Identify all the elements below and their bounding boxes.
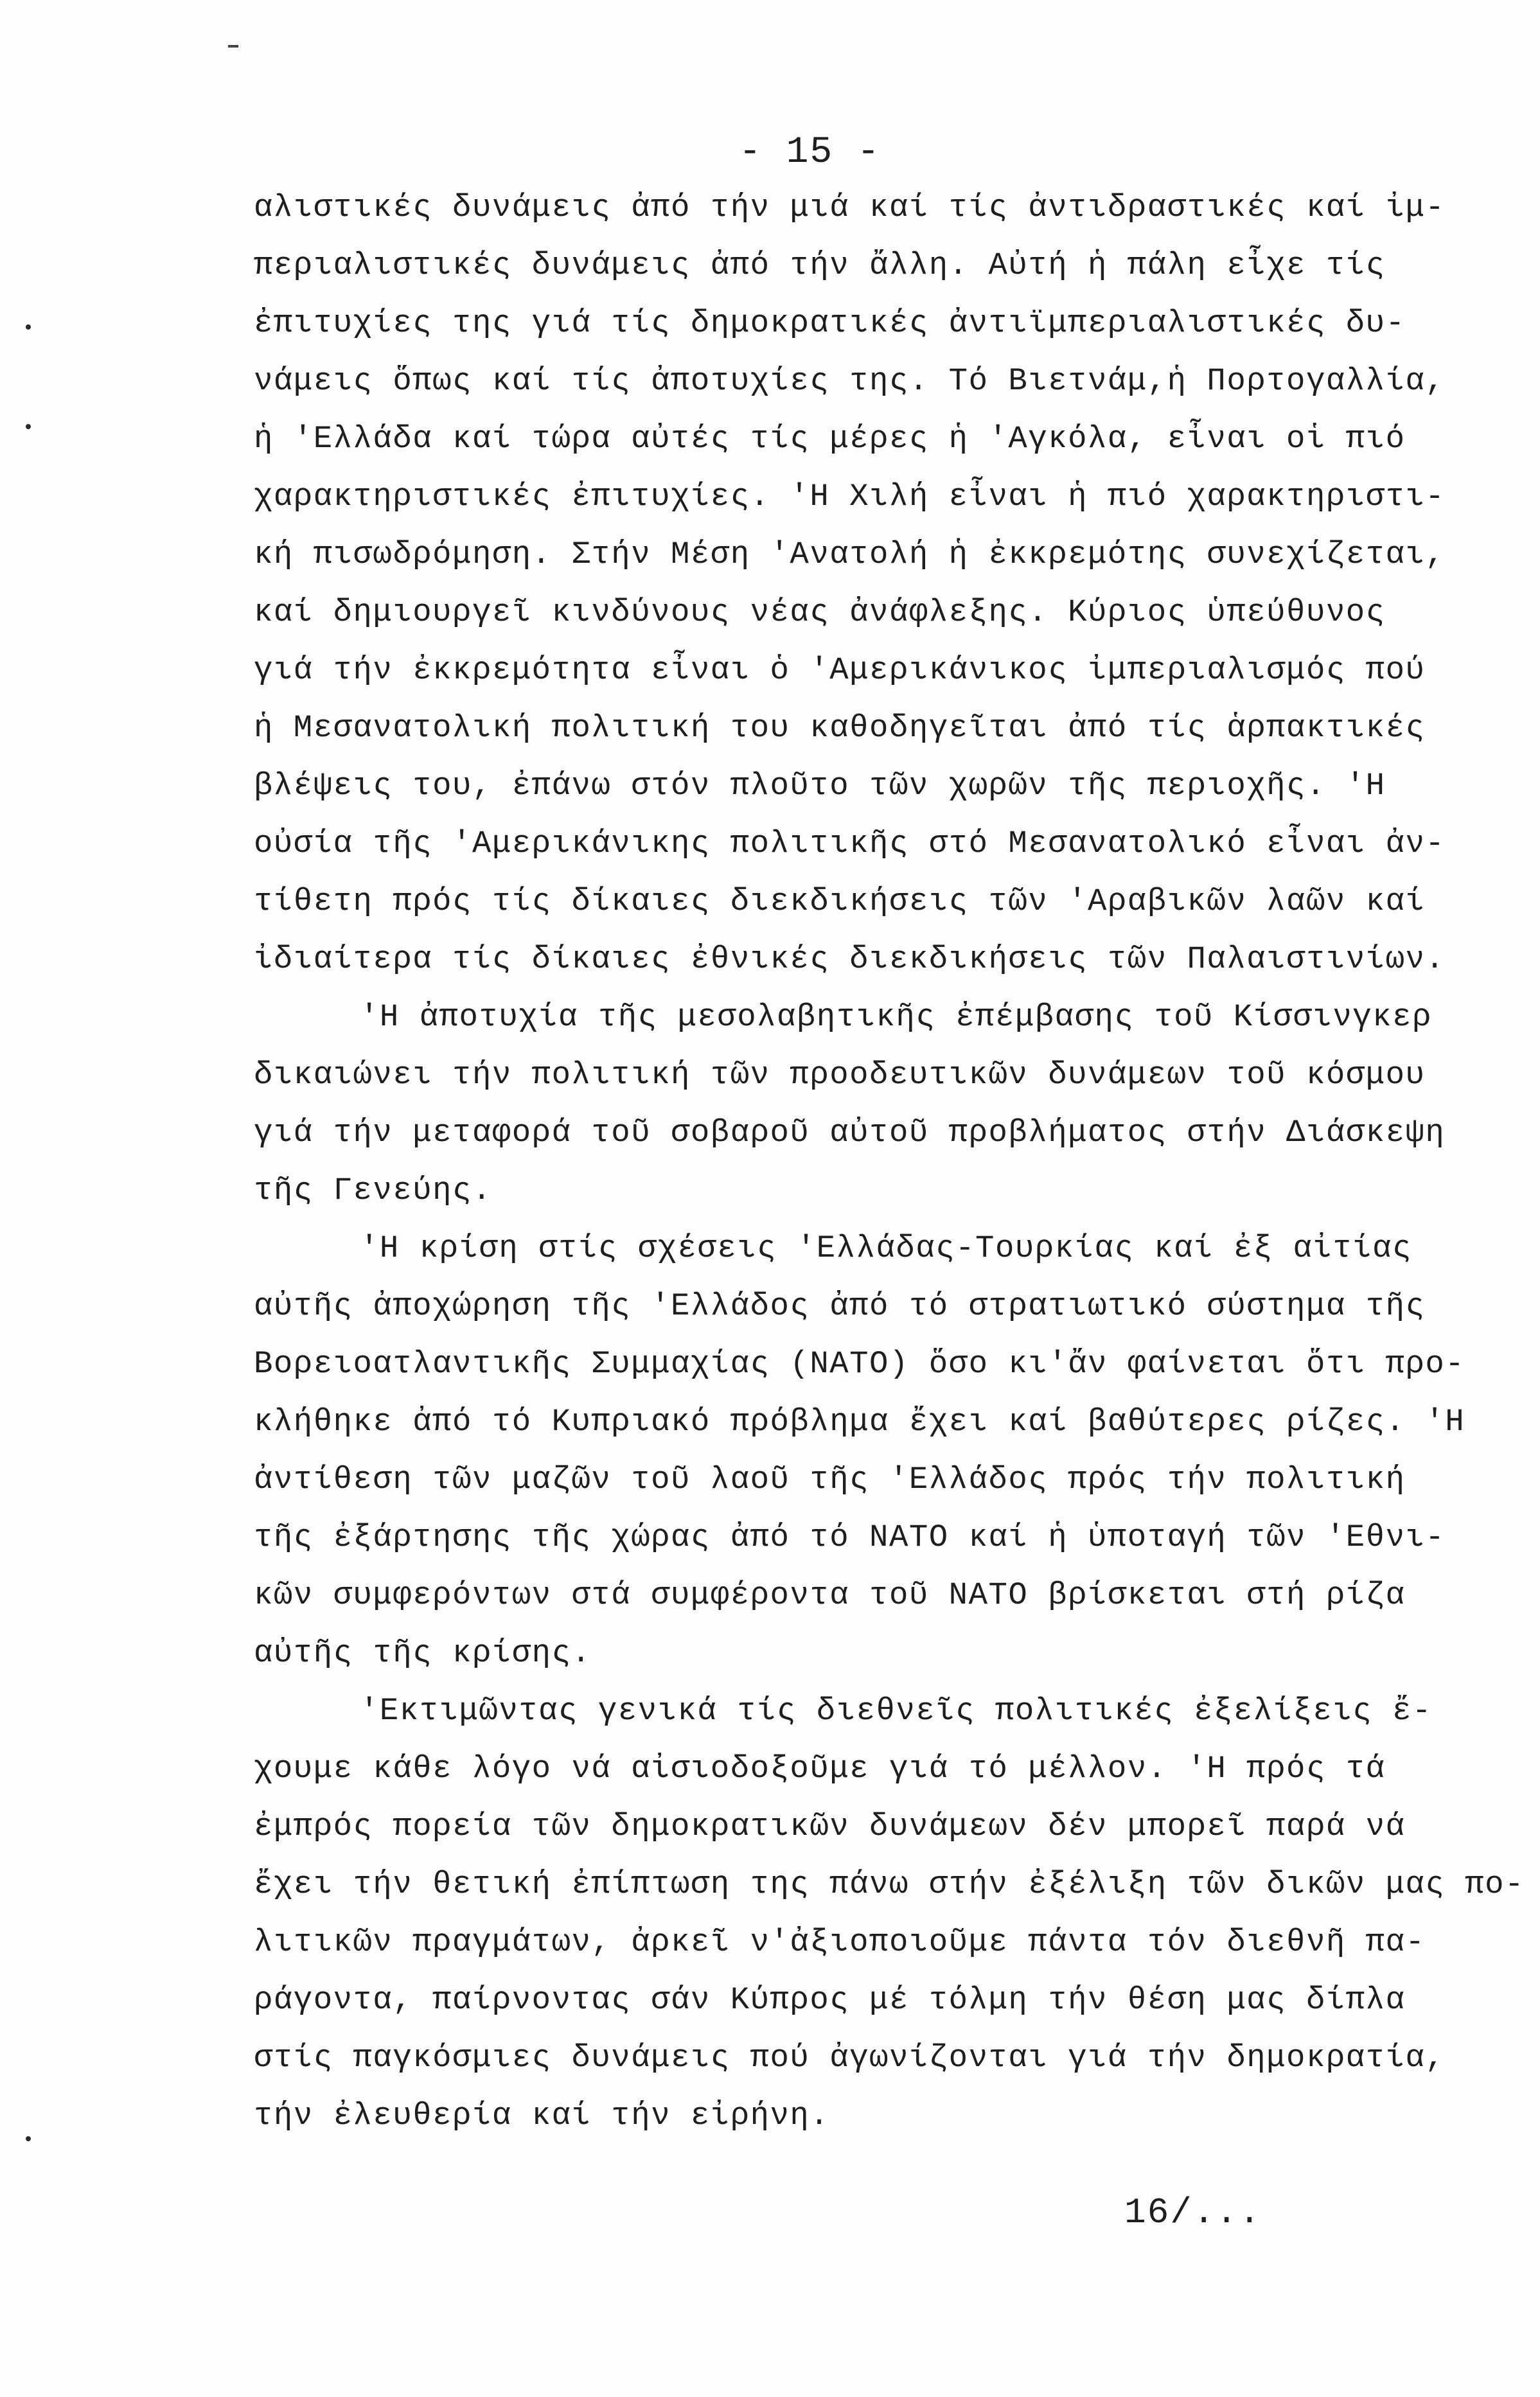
paragraph-start-line: 'Η κρίση στίς σχέσεις 'Ελλάδας-Τουρκίας καί ἐξ αἰτίας: [360, 1230, 1412, 1266]
text-line: ἀντίθεση τῶν μαζῶν τοῦ λαοῦ τῆς 'Ελλάδος πρός τήν πολιτική: [254, 1462, 1406, 1498]
text-line: γιά τήν ἐκκρεμότητα εἶναι ὁ 'Αμερικάνικος ἰμπεριαλισμός πού: [254, 652, 1426, 688]
text-line: χουμε κάθε λόγο νά αἰσιοδοξοῦμε γιά τό μέλλον. 'Η πρός τά: [254, 1751, 1386, 1787]
body-text: [254, 179, 1525, 2145]
text-line: οὐσία τῆς 'Αμερικάνικης πολιτικῆς στό Μεσανατολικό εἶναι ἀν-: [254, 826, 1446, 862]
text-line: ἰδιαίτερα τίς δίκαιες ἐθνικές διεκδικήσεις τῶν Παλαιστινίων.: [254, 941, 1446, 977]
text-line: ἔχει τήν θετική ἐπίπτωση της πάνω στήν ἐξέλιξη τῶν δικῶν μας πο-: [254, 1866, 1525, 1902]
text-line: ἐπιτυχίες της γιά τίς δημοκρατικές ἀντιϊμπεριαλιστικές δυ-: [254, 305, 1406, 341]
text-line: ράγοντα, παίρνοντας σάν Κύπρος μέ τόλμη τήν θέση μας δίπλα: [254, 1982, 1406, 2018]
text-line: τῆς ἐξάρτησης τῆς χώρας ἀπό τό ΝΑΤΟ καί ἡ ὑποταγή τῶν 'Εθνι-: [254, 1519, 1446, 1555]
paragraph-start-line: 'Η ἀποτυχία τῆς μεσολαβητικῆς ἐπέμβασης τοῦ Κίσσινγκερ: [360, 999, 1432, 1035]
text-line: δικαιώνει τήν πολιτική τῶν προοδευτικῶν δυνάμεων τοῦ κόσμου: [254, 1057, 1426, 1093]
paragraph-start-line: 'Εκτιμῶντας γενικά τίς διεθνεῖς πολιτικές ἐξελίξεις ἔ-: [360, 1693, 1432, 1729]
text-line: κῶν συμφερόντων στά συμφέροντα τοῦ ΝΑΤΟ βρίσκεται στή ρίζα: [254, 1577, 1406, 1613]
text-line: γιά τήν μεταφορά τοῦ σοβαροῦ αὐτοῦ προβλήματος στήν Διάσκεψη: [254, 1115, 1446, 1151]
text-line: νάμεις ὅπως καί τίς ἀποτυχίες της. Τό Βιετνάμ,ἡ Πορτογαλλία,: [254, 363, 1446, 399]
text-line: ἡ Μεσανατολική πολιτική του καθοδηγεῖται ἀπό τίς ἁρπακτικές: [254, 710, 1426, 746]
text-line: περιαλιστικές δυνάμεις ἀπό τήν ἄλλη. Αὐτή ἡ πάλη εἶχε τίς: [254, 247, 1386, 283]
text-line: χαρακτηριστικές ἐπιτυχίες. 'Η Χιλή εἶναι ἡ πιό χαρακτηριστι-: [254, 479, 1446, 515]
text-line: τίθετη πρός τίς δίκαιες διεκδικήσεις τῶν 'Αραβικῶν λαῶν καί: [254, 883, 1426, 919]
text-line: Βορειοατλαντικῆς Συμμαχίας (ΝΑΤΟ) ὅσο κι'ἄν φαίνεται ὅτι προ-: [254, 1346, 1465, 1382]
text-line: ἡ 'Ελλάδα καί τώρα αὐτές τίς μέρες ἡ 'Αγκόλα, εἶναι οἱ πιό: [254, 421, 1406, 457]
text-line: αλιστικές δυνάμεις ἀπό τήν μιά καί τίς ἀντιδραστικές καί ἰμ-: [254, 190, 1446, 226]
scan-mark: [228, 45, 238, 48]
text-line: στίς παγκόσμιες δυνάμεις πού ἀγωνίζονται γιά τήν δημοκρατία,: [254, 2040, 1446, 2076]
margin-dot: [26, 424, 31, 429]
text-line: βλέψεις του, ἐπάνω στόν πλοῦτο τῶν χωρῶν τῆς περιοχῆς. 'Η: [254, 768, 1386, 804]
text-line: κλήθηκε ἀπό τό Κυπριακό πρόβλημα ἔχει καί βαθύτερες ρίζες. 'Η: [254, 1404, 1465, 1440]
text-line: τήν ἐλευθερία καί τήν εἰρήνη.: [254, 2098, 830, 2134]
text-line: αὐτῆς ἀποχώρηση τῆς 'Ελλάδος ἀπό τό στρατιωτικό σύστημα τῆς: [254, 1288, 1426, 1324]
continuation-marker: 16/...: [1124, 2192, 1262, 2233]
text-line: τῆς Γενεύης.: [254, 1172, 492, 1208]
margin-dot: [26, 2136, 31, 2141]
text-line: αὐτῆς τῆς κρίσης.: [254, 1635, 592, 1671]
margin-dot: [26, 324, 31, 330]
text-line: ἐμπρός πορεία τῶν δημοκρατικῶν δυνάμεων δέν μπορεῖ παρά νά: [254, 1809, 1406, 1844]
text-line: κή πισωδρόμηση. Στήν Μέση 'Ανατολή ἡ ἐκκρεμότης συνεχίζεται,: [254, 536, 1446, 572]
page-number: - 15 -: [739, 132, 881, 173]
text-line: καί δημιουργεῖ κινδύνους νέας ἀνάφλεξης. Κύριος ὑπεύθυνος: [254, 594, 1386, 630]
text-line: λιτικῶν πραγμάτων, ἀρκεῖ ν'ἀξιοποιοῦμε πάντα τόν διεθνῆ πα-: [254, 1924, 1426, 1960]
